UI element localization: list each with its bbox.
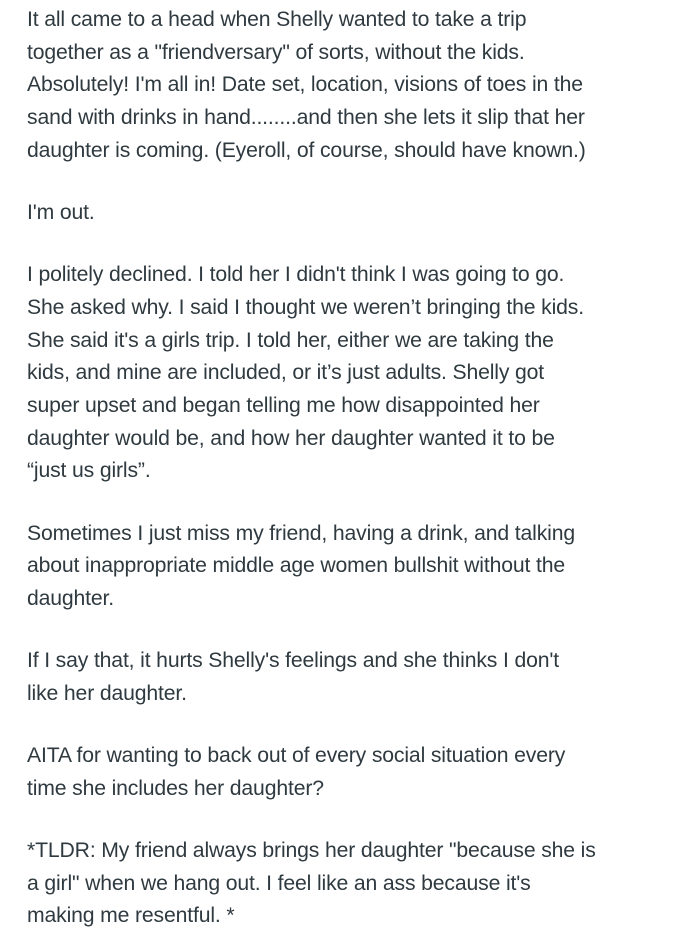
paragraph-feelings bbox=[27, 645, 660, 710]
text-line: Sometimes I just miss my friend, having a drink, and talking bbox=[27, 521, 575, 545]
text-line: Absolutely! I'm all in! Date set, location, visions of toes in the bbox=[27, 73, 583, 97]
text-line: She asked why. I said I thought we weren’t bringing the kids. bbox=[27, 295, 584, 319]
text-line: daughter is coming. (Eyeroll, of course, should have known.) bbox=[27, 138, 586, 162]
text-line: a girl" when we hang out. I feel like an ass because it's bbox=[27, 871, 531, 895]
text-line: super upset and began telling me how disappointed her bbox=[27, 394, 540, 418]
text-line: It all came to a head when Shelly wanted to take a trip bbox=[27, 8, 527, 31]
text-line: “just us girls”. bbox=[27, 459, 151, 483]
text-line: I politely declined. I told her I didn't think I was going to go. bbox=[27, 263, 565, 287]
text-line: kids, and mine are included, or it’s just adults. Shelly got bbox=[27, 361, 545, 385]
text-line: AITA for wanting to back out of every social situation every bbox=[27, 744, 566, 768]
text-line: about inappropriate middle age women bullshit without the bbox=[27, 554, 565, 578]
text-line: time she includes her daughter? bbox=[27, 776, 324, 800]
text-line: *TLDR: My friend always brings her daughter "because she is bbox=[27, 839, 596, 863]
text-line: I'm out. bbox=[27, 201, 95, 225]
paragraph-trip-setup bbox=[27, 4, 660, 168]
text-line: making me resentful. * bbox=[27, 904, 235, 928]
text-line: like her daughter. bbox=[27, 681, 187, 705]
text-line: sand with drinks in hand........and then she lets it slip that her bbox=[27, 106, 585, 130]
paragraph-im-out bbox=[27, 197, 660, 230]
paragraph-aita-question bbox=[27, 740, 660, 805]
paragraph-tldr bbox=[27, 835, 660, 933]
text-line: She said it's a girls trip. I told her, either we are taking the bbox=[27, 328, 554, 352]
paragraph-declined bbox=[27, 259, 660, 488]
text-line: If I say that, it hurts Shelly's feelings and she thinks I don't bbox=[27, 649, 559, 673]
text-line: together as a "friendversary" of sorts, without the kids. bbox=[27, 40, 525, 64]
text-line: daughter. bbox=[27, 587, 115, 611]
paragraph-miss-friend bbox=[27, 518, 660, 616]
text-line: daughter would be, and how her daughter wanted it to be bbox=[27, 426, 555, 450]
